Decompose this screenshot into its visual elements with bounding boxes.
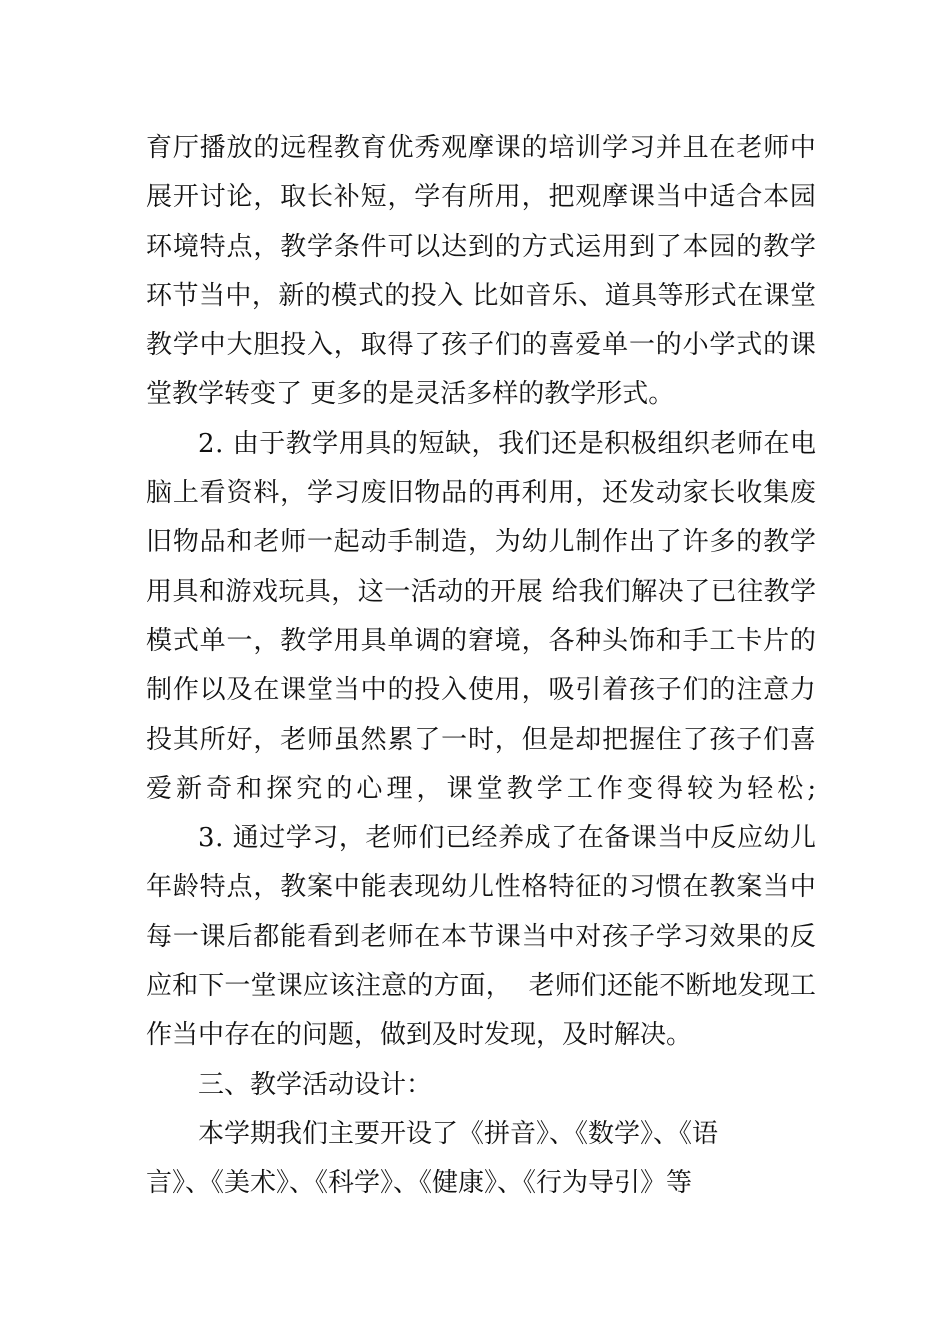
text-line: 言》、《美术》、《科学》、《健康》、《行为导引》等 bbox=[146, 1168, 693, 1199]
text-line: 育厅播放的远程教育优秀观摩课的培训学习并且在老师中 bbox=[146, 133, 817, 163]
text-line: 应和下一堂课应该注意的方面， 老师们还能不断地发现工 bbox=[146, 971, 817, 1002]
text-line: 本学期我们主要开设了《拼音》、《数学》、《语 bbox=[198, 1118, 719, 1149]
text-line: 脑上看资料，学习废旧物品的再利用，还发动家长收集废 bbox=[146, 478, 817, 509]
text-line: 三、教学活动设计： bbox=[198, 1069, 433, 1100]
text-line: 制作以及在课堂当中的投入使用，吸引着孩子们的注意力 bbox=[146, 675, 817, 706]
text-line: 旧物品和老师一起动手制造，为幼儿制作出了许多的教学 bbox=[146, 527, 817, 558]
text-line: 展开讨论，取长补短，学有所用，把观摩课当中适合本园 bbox=[146, 182, 817, 213]
text-line: 3. 通过学习，老师们已经养成了在备课当中反应幼儿 bbox=[198, 823, 817, 854]
text-line: 爱新奇和探究的心理，课堂教学工作变得较为轻松; bbox=[146, 773, 821, 804]
document-body bbox=[146, 124, 821, 1209]
text-line: 作当中存在的问题，做到及时发现，及时解决。 bbox=[146, 1020, 693, 1051]
text-line: 堂教学转变了 更多的是灵活多样的教学形式。 bbox=[146, 379, 675, 410]
text-line: 投其所好，老师虽然累了一时，但是却把握住了孩子们喜 bbox=[146, 724, 817, 755]
text-line: 环节当中，新的模式的投入 比如音乐、道具等形式在课堂 bbox=[146, 280, 817, 311]
text-line: 年龄特点，教案中能表现幼儿性格特征的习惯在教案当中 bbox=[146, 872, 817, 903]
text-line: 每一课后都能看到老师在本节课当中对孩子学习效果的反 bbox=[146, 921, 817, 952]
text-line: 模式单一，教学用具单调的窘境，各种头饰和手工卡片的 bbox=[146, 625, 817, 656]
text-line: 环境特点，教学条件可以达到的方式运用到了本园的教学 bbox=[146, 231, 817, 262]
text-line: 用具和游戏玩具，这一活动的开展 给我们解决了已往教学 bbox=[146, 576, 817, 607]
text-line: 教学中大胆投入，取得了孩子们的喜爱单一的小学式的课 bbox=[146, 330, 817, 361]
text-line: 2. 由于教学用具的短缺，我们还是积极组织老师在电 bbox=[198, 428, 817, 459]
